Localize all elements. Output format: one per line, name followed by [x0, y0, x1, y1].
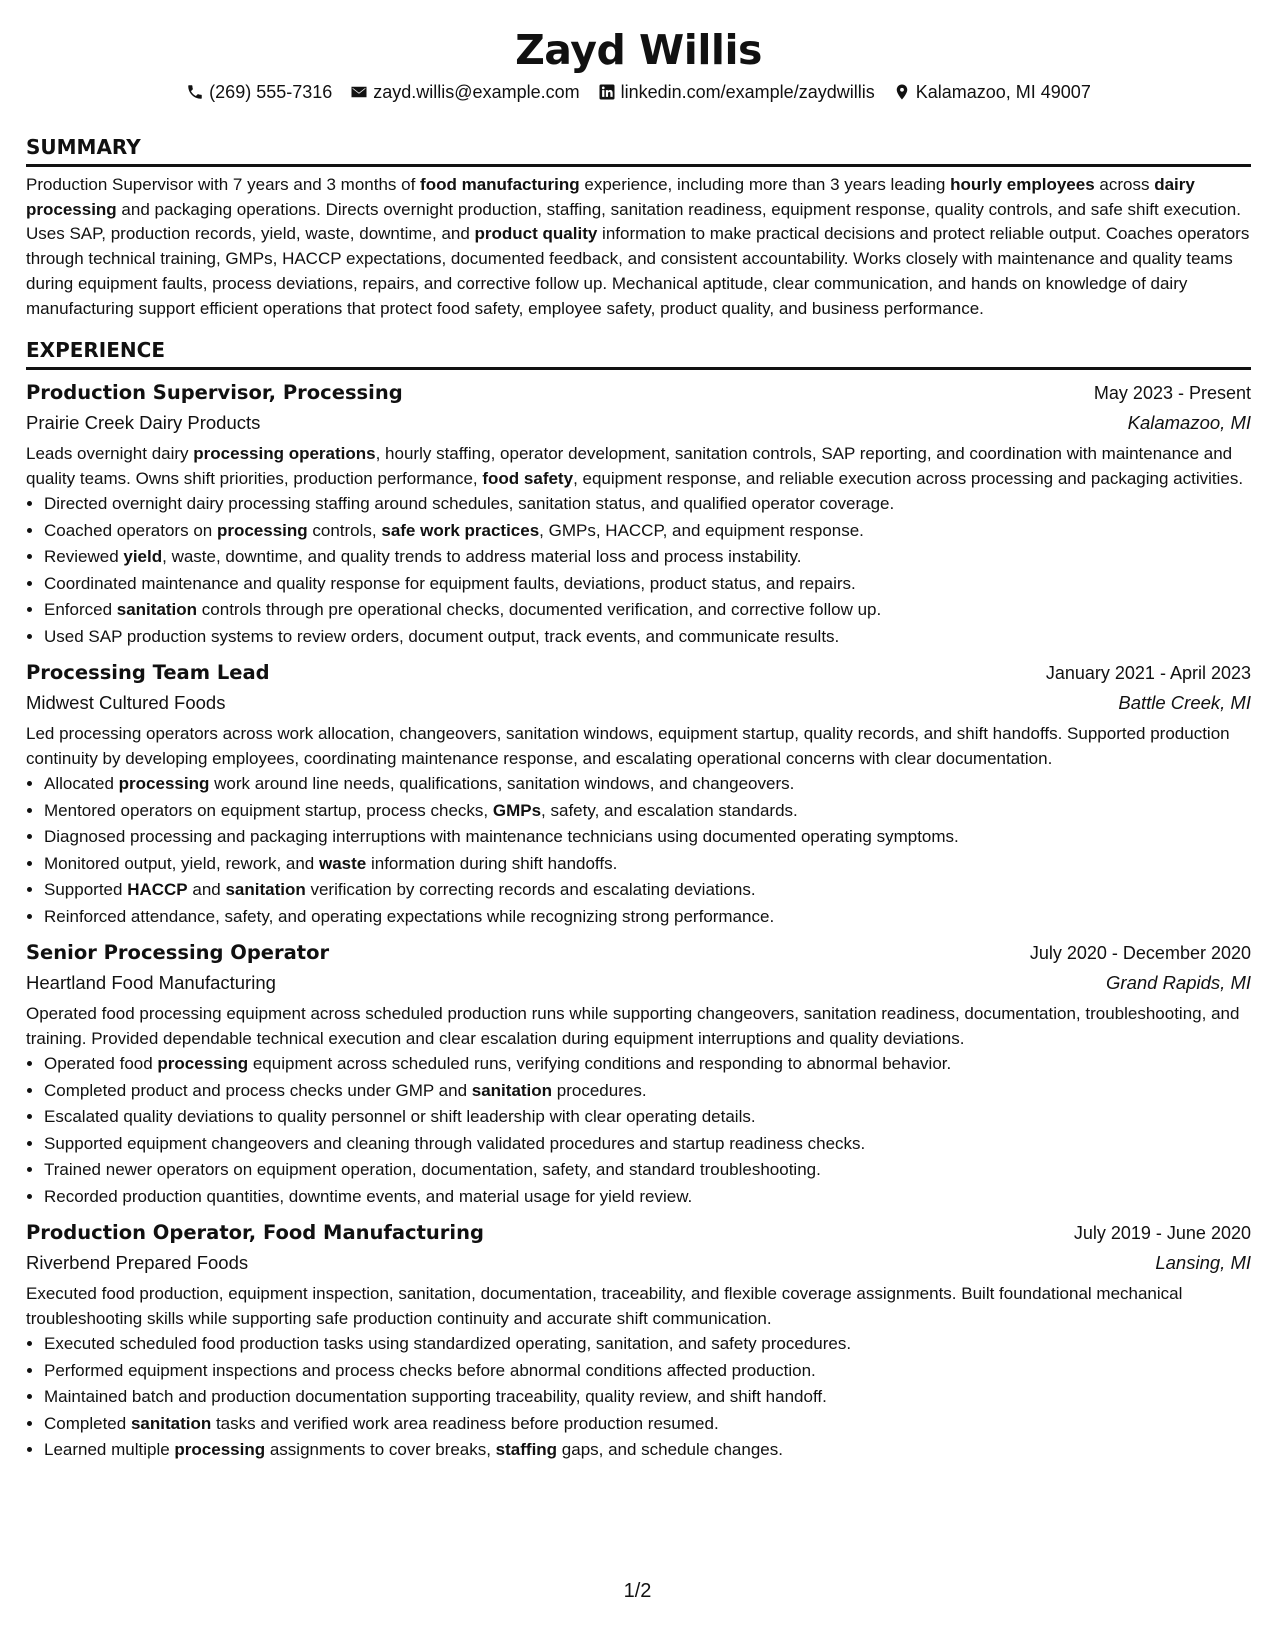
job-description — [26, 442, 1251, 491]
job-company: Heartland Food Manufacturing — [26, 972, 276, 994]
bold-keyword: product quality — [474, 224, 598, 244]
job-bullets — [26, 491, 1251, 650]
bold-keyword: processing — [216, 520, 308, 540]
text-run: , equipment response, and reliable execution across processing and packaging activities. — [573, 468, 1244, 488]
job-dates: July 2020 - December 2020 — [1029, 943, 1251, 964]
job-header — [26, 658, 1251, 688]
job-entry — [26, 1218, 1251, 1464]
job-bullet — [44, 1184, 1251, 1211]
text-run: across — [1094, 175, 1155, 194]
linkedin-text[interactable]: linkedin.com/example/zaydwillis — [620, 82, 875, 102]
job-bullet — [44, 798, 1251, 825]
job-bullet — [44, 544, 1251, 571]
job-dates: July 2019 - June 2020 — [1073, 1223, 1251, 1244]
job-bullet — [44, 491, 1251, 518]
text-run: Supported — [44, 880, 128, 900]
job-bullet — [44, 1104, 1251, 1131]
text-run: , GMPs, HACCP, and equipment response. — [539, 520, 864, 540]
bold-keyword: processing — [174, 1440, 266, 1460]
text-run: and packaging operations. Directs overnight production, staffing, sanitation readiness, equipment response, quality controls, and safe shift execution. Uses SAP, production records, yield, waste, downtime, and — [26, 199, 1241, 244]
job-bullet — [44, 597, 1251, 624]
text-run: Performed equipment inspections and process checks before abnormal conditions affected production. — [44, 1360, 816, 1380]
text-run: Mentored operators on equipment startup, process checks, — [44, 800, 493, 820]
contact-linkedin[interactable] — [598, 80, 875, 104]
experience-list — [26, 378, 1251, 1464]
text-run: controls, — [307, 520, 382, 540]
text-run: Enforced — [44, 600, 117, 620]
bold-keyword: sanitation — [130, 1413, 212, 1433]
job-entry — [26, 658, 1251, 930]
bold-keyword: sanitation — [471, 1080, 553, 1100]
bold-keyword: safe work practices — [381, 520, 540, 540]
text-run: work around line needs, qualifications, sanitation windows, and changeovers. — [209, 774, 795, 794]
job-bullet — [44, 624, 1251, 651]
contact-email[interactable] — [350, 80, 579, 104]
job-header — [26, 938, 1251, 968]
job-company: Prairie Creek Dairy Products — [26, 412, 261, 434]
job-entry — [26, 938, 1251, 1210]
job-bullets — [26, 771, 1251, 930]
text-run: Coordinated maintenance and quality response for equipment faults, deviations, product status, and repairs. — [44, 573, 856, 593]
job-entry — [26, 378, 1251, 650]
job-dates: January 2021 - April 2023 — [1045, 663, 1251, 684]
job-bullet — [44, 518, 1251, 545]
text-run: Learned multiple — [44, 1440, 175, 1460]
job-dates: May 2023 - Present — [1093, 383, 1251, 404]
text-run: Supported equipment changeovers and cleaning through validated procedures and startup readiness checks. — [44, 1133, 866, 1153]
bold-keyword: food manufacturing — [420, 175, 580, 194]
job-bullet — [44, 1411, 1251, 1438]
text-run: controls through pre operational checks, documented verification, and corrective follow up. — [197, 600, 882, 620]
text-run: information during shift handoffs. — [366, 853, 618, 873]
contact-bar — [26, 80, 1251, 104]
job-title: Senior Processing Operator — [26, 941, 330, 965]
map-pin-icon — [893, 83, 911, 101]
job-location: Kalamazoo, MI — [1127, 412, 1251, 434]
text-run: , waste, downtime, and quality trends to address material loss and process instability. — [162, 547, 802, 567]
job-subheader — [26, 1248, 1251, 1278]
bold-keyword: staffing — [495, 1440, 558, 1460]
job-bullet — [44, 904, 1251, 931]
contact-phone — [186, 80, 332, 104]
text-run: Directed overnight dairy processing staffing around schedules, sanitation status, and qualified operator coverage. — [44, 494, 895, 514]
text-run: Executed scheduled food production tasks using standardized operating, sanitation, and safety procedures. — [44, 1334, 852, 1354]
text-run: , hourly staffing, operator development, sanitation controls, SAP reporting, and coordination with maintenance and quality teams. Owns shift priorities, production performance, — [26, 444, 1233, 488]
text-run: Operated food processing equipment across scheduled production runs while supporting changeovers, sanitation readiness, documentation, troubleshooting, and training. Provided dependable technical execution and clear escalation during equipment interruptions and quality deviations. — [26, 1004, 1240, 1048]
text-run: , safety, and escalation standards. — [541, 800, 798, 820]
job-header — [26, 378, 1251, 408]
job-subheader — [26, 968, 1251, 998]
job-location: Grand Rapids, MI — [1106, 972, 1251, 994]
page-number: 1/2 — [623, 1580, 652, 1602]
candidate-name: Zayd Willis — [515, 26, 762, 74]
summary-text — [26, 173, 1251, 321]
job-location: Lansing, MI — [1155, 1252, 1251, 1274]
text-run: Reviewed — [44, 547, 124, 567]
bold-keyword: dairy processing — [26, 175, 1195, 219]
phone-text: (269) 555-7316 — [209, 82, 333, 102]
text-run: verification by correcting records and escalating deviations. — [305, 880, 756, 900]
job-bullet — [44, 571, 1251, 598]
job-bullets — [26, 1051, 1251, 1210]
bold-keyword: GMPs — [492, 800, 542, 820]
job-bullet — [44, 1131, 1251, 1158]
text-run: experience, including more than 3 years leading — [579, 175, 951, 194]
text-run: Production Supervisor with 7 years and 3 months of — [26, 175, 421, 194]
text-run: Coached operators on — [44, 520, 217, 540]
bold-keyword: sanitation — [116, 600, 198, 620]
job-title: Production Supervisor, Processing — [26, 381, 403, 405]
text-run: assignments to cover breaks, — [265, 1440, 496, 1460]
location-text: Kalamazoo, MI 49007 — [915, 82, 1091, 102]
text-run: procedures. — [552, 1080, 647, 1100]
text-run: Completed — [44, 1413, 131, 1433]
bold-keyword: sanitation — [225, 880, 306, 900]
job-subheader — [26, 408, 1251, 438]
text-run: Allocated — [44, 774, 119, 794]
job-company: Riverbend Prepared Foods — [26, 1252, 249, 1274]
email-text[interactable]: zayd.willis@example.com — [373, 82, 580, 102]
job-subheader — [26, 688, 1251, 718]
bold-keyword: food safety — [482, 468, 574, 488]
job-description — [26, 1002, 1251, 1051]
resume-page — [26, 0, 1251, 1464]
job-bullet — [44, 1051, 1251, 1078]
envelope-icon — [350, 83, 368, 101]
text-run: information to make practical decisions and protect reliable output. Coaches operators through technical training, GMPs, HACCP expectations, documented feedback, and consistent accountability. Works closely with maintenance and quality teams during equipment faults, process deviations, repairs, and corrective follow up. Mechanical aptitude, clear communication, and hands on knowledge of dairy manufacturing support efficient operations that protect food safety, employee safety, product quality, and business performance. — [26, 224, 1250, 318]
text-run: gaps, and schedule changes. — [557, 1440, 783, 1460]
bold-keyword: hourly employees — [950, 175, 1095, 194]
text-run: Escalated quality deviations to quality personnel or shift leadership with clear operating details. — [44, 1107, 756, 1127]
text-run: and — [187, 880, 226, 900]
job-bullet — [44, 851, 1251, 878]
text-run: tasks and verified work area readiness before production resumed. — [211, 1413, 719, 1433]
text-run: Maintained batch and production documentation supporting traceability, quality review, and shift handoff. — [44, 1387, 827, 1407]
bold-keyword: yield — [123, 547, 163, 567]
job-description — [26, 722, 1251, 771]
text-run: Used SAP production systems to review orders, document output, track events, and communicate results. — [44, 626, 840, 646]
phone-icon — [186, 83, 204, 101]
job-location: Battle Creek, MI — [1118, 692, 1251, 714]
text-run: equipment across scheduled runs, verifying conditions and responding to abnormal behavior. — [248, 1054, 952, 1074]
bold-keyword: processing — [157, 1054, 249, 1074]
text-run: Reinforced attendance, safety, and operating expectations while recognizing strong performance. — [44, 906, 775, 926]
text-run: Trained newer operators on equipment operation, documentation, safety, and standard troubleshooting. — [44, 1160, 821, 1180]
bold-keyword: waste — [318, 853, 367, 873]
bold-keyword: HACCP — [127, 880, 188, 900]
linkedin-icon — [598, 83, 616, 101]
text-run: Diagnosed processing and packaging interruptions with maintenance technicians using documented operating symptoms. — [44, 827, 959, 847]
bold-keyword: processing operations — [193, 444, 376, 464]
experience-heading: EXPERIENCE — [26, 337, 1251, 370]
job-title: Production Operator, Food Manufacturing — [26, 1221, 484, 1245]
summary-heading: SUMMARY — [26, 134, 1251, 167]
text-run: Completed product and process checks under GMP and — [44, 1080, 472, 1100]
job-company: Midwest Cultured Foods — [26, 692, 226, 714]
text-run: Recorded production quantities, downtime events, and material usage for yield review. — [44, 1186, 693, 1206]
text-run: Operated food — [44, 1054, 158, 1074]
text-run: Executed food production, equipment inspection, sanitation, documentation, traceability, and flexible coverage assignments. Built foundational mechanical troubleshooting skills while supporting safe production continuity and accurate shift communication. — [26, 1284, 1183, 1328]
job-bullet — [44, 1157, 1251, 1184]
job-bullet — [44, 1358, 1251, 1385]
job-bullet — [44, 824, 1251, 851]
job-title: Processing Team Lead — [26, 661, 270, 685]
text-run: Leads overnight dairy — [26, 444, 194, 464]
bold-keyword: processing — [118, 774, 210, 794]
job-bullet — [44, 1437, 1251, 1464]
job-bullet — [44, 771, 1251, 798]
job-bullet — [44, 1384, 1251, 1411]
text-run: Led processing operators across work allocation, changeovers, sanitation windows, equipment startup, quality records, and shift handoffs. Supported production continuity by developing employees, coordinating maintenance response, and escalating operational concerns with clear documentation. — [26, 724, 1230, 768]
job-bullet — [44, 877, 1251, 904]
text-run: Monitored output, yield, rework, and — [44, 853, 319, 873]
contact-location — [893, 80, 1091, 104]
job-header — [26, 1218, 1251, 1248]
job-bullet — [44, 1331, 1251, 1358]
job-bullets — [26, 1331, 1251, 1464]
job-description — [26, 1282, 1251, 1331]
job-bullet — [44, 1078, 1251, 1105]
